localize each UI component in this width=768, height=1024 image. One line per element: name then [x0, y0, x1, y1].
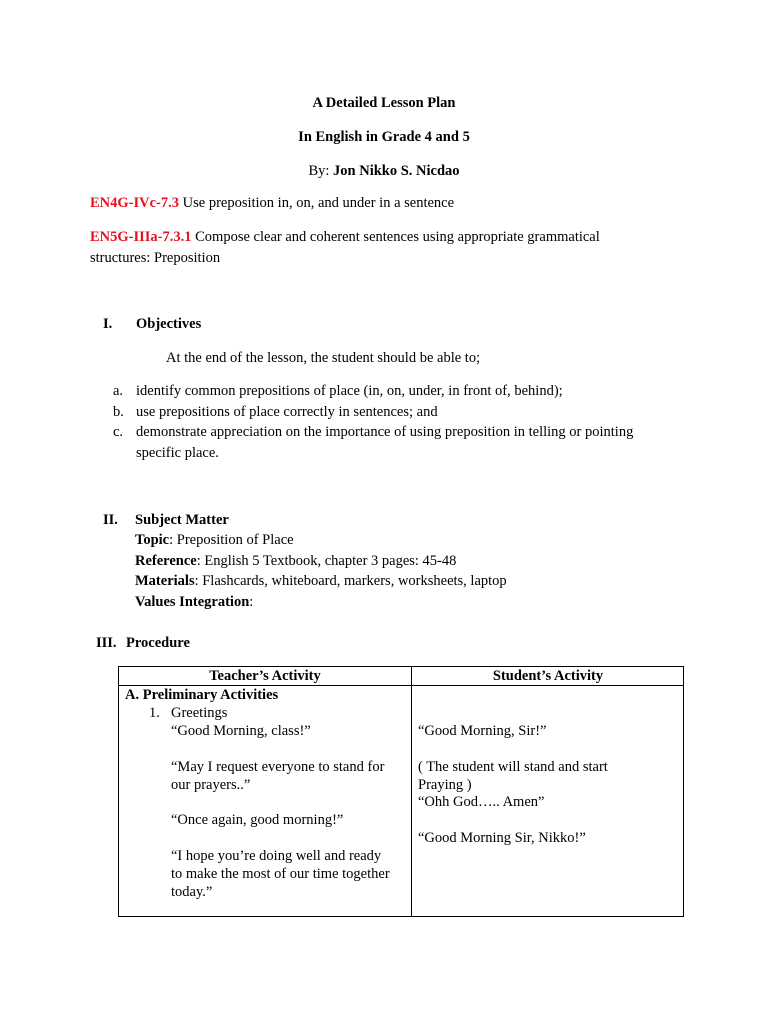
- reference-label: Reference: [135, 553, 197, 569]
- objectives-numeral: I.: [103, 316, 113, 332]
- competency-2: [90, 227, 600, 247]
- objective-item: use prepositions of place correctly in sentences; and: [136, 404, 438, 420]
- objectives-heading: Objectives: [136, 316, 202, 332]
- competency-code: EN4G-IVc-7.3: [90, 195, 180, 211]
- objective-marker: c.: [113, 424, 124, 440]
- objective-item: demonstrate appreciation on the importance of using preposition in telling or pointing: [136, 424, 634, 440]
- values-label: Values Integration: [135, 594, 250, 610]
- competency-code: EN5G-IIIa-7.3.1: [90, 229, 192, 245]
- values-value: :: [249, 594, 254, 610]
- reference-value: : English 5 Textbook, chapter 3 pages: 45-48: [196, 553, 457, 569]
- materials-value: : Flashcards, whiteboard, markers, worksheets, laptop: [194, 573, 507, 589]
- student-line: “Good Morning Sir, Nikko!”: [418, 830, 586, 846]
- student-line: “Ohh God….. Amen”: [418, 794, 545, 810]
- procedure-table: [118, 666, 684, 917]
- author-line: [0, 161, 768, 181]
- teacher-line: our prayers..”: [171, 777, 251, 793]
- objective-marker: b.: [113, 404, 124, 420]
- student-line: “Good Morning, Sir!”: [418, 723, 547, 739]
- competency-text: Compose clear and coherent sentences using appropriate grammatical: [191, 229, 600, 245]
- document-subtitle: In English in Grade 4 and 5: [298, 129, 470, 145]
- item-label: Greetings: [171, 705, 228, 721]
- procedure-numeral: III.: [96, 635, 117, 651]
- objective-item-continued: specific place.: [136, 445, 219, 461]
- subject-matter-numeral: II.: [103, 512, 118, 528]
- topic-line: [135, 530, 294, 550]
- objectives-intro: At the end of the lesson, the student should be able to;: [166, 350, 481, 366]
- subject-matter-heading: Subject Matter: [135, 512, 229, 528]
- section-heading: A. Preliminary Activities: [125, 687, 279, 703]
- procedure-heading: Procedure: [126, 635, 190, 651]
- materials-line: [135, 571, 507, 591]
- teacher-line: “I hope you’re doing well and ready: [171, 848, 382, 864]
- teacher-line: to make the most of our time together: [171, 866, 390, 882]
- student-line: Praying ): [418, 777, 472, 793]
- reference-line: [135, 551, 456, 571]
- teacher-line: “Once again, good morning!”: [171, 812, 344, 828]
- by-label: By:: [308, 163, 334, 179]
- objective-marker: a.: [113, 383, 124, 399]
- item-number: 1.: [149, 705, 160, 721]
- topic-value: : Preposition of Place: [169, 532, 294, 548]
- teacher-line: “May I request everyone to stand for: [171, 759, 385, 775]
- competency-text: Use preposition in, on, and under in a sentence: [179, 195, 455, 211]
- topic-label: Topic: [135, 532, 170, 548]
- materials-label: Materials: [135, 573, 195, 589]
- values-line: [135, 592, 253, 612]
- teacher-line: “Good Morning, class!”: [171, 723, 311, 739]
- column-divider: [411, 667, 412, 916]
- competency-1: [90, 193, 454, 213]
- student-line: ( The student will stand and start: [418, 759, 608, 775]
- document-title: A Detailed Lesson Plan: [312, 95, 456, 111]
- student-activity-header: Student’s Activity: [492, 668, 604, 684]
- objective-item: identify common prepositions of place (in, on, under, in front of, behind);: [136, 383, 563, 399]
- competency-2-continued: structures: Preposition: [90, 250, 221, 266]
- author-name: Jon Nikko S. Nicdao: [333, 163, 460, 179]
- teacher-line: today.”: [171, 884, 213, 900]
- teacher-activity-header: Teacher’s Activity: [209, 668, 321, 684]
